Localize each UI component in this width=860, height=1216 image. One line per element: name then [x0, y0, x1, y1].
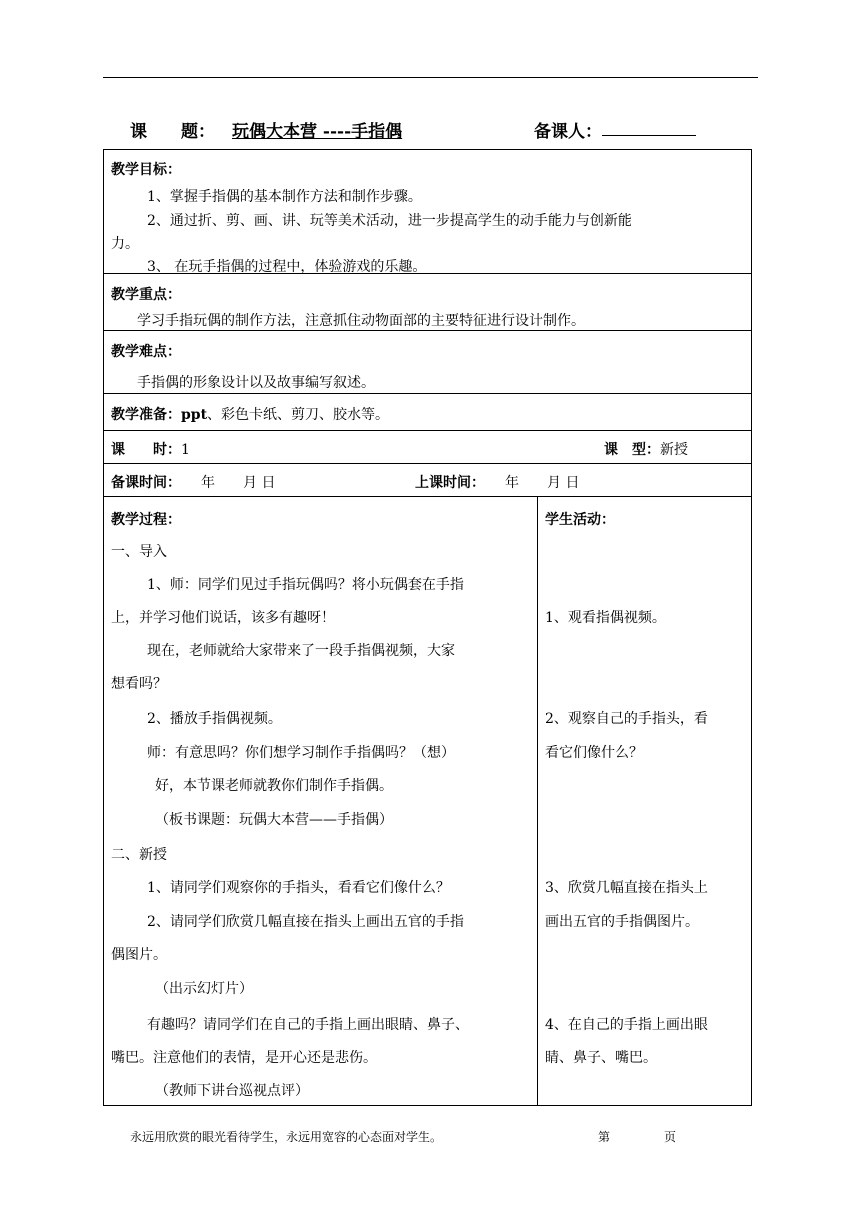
- title-row: [130, 117, 750, 143]
- preparer-label: 备课人：: [534, 117, 602, 142]
- objective-item: 力。: [111, 236, 139, 252]
- process-line: 嘴巴。注意他们的表情，是开心还是悲伤。: [111, 1050, 377, 1066]
- activity-line: 4、在自己的手指上画出眼: [545, 1017, 708, 1033]
- process-line: 1、师：同学们见过手指玩偶吗？将小玩偶套在手指: [147, 577, 464, 593]
- header-rule: [103, 77, 758, 78]
- process-line: 2、播放手指偶视频。: [147, 711, 282, 727]
- process-line: 1、请同学们观察你的手指头，看看它们像什么？: [147, 880, 450, 896]
- process-line: 偶图片。: [111, 947, 167, 963]
- process-heading: 教学过程：: [111, 512, 181, 528]
- process-line: 上，并学习他们说话，该多有趣呀！: [111, 610, 335, 626]
- objective-item: 1、掌握手指偶的基本制作方法和制作步骤。: [147, 189, 422, 205]
- process-line: （出示幻灯片）: [155, 981, 253, 997]
- preparation-label: 教学准备：: [111, 407, 181, 423]
- lesson-plan-table: [103, 149, 752, 1106]
- process-line: 想看吗？: [111, 676, 167, 692]
- process-line: 有趣吗？请同学们在自己的手指上画出眼睛、鼻子、: [147, 1017, 469, 1033]
- process-line: 好，本节课老师就教你们制作手指偶。: [155, 778, 393, 794]
- activities-heading: 学生活动：: [545, 512, 615, 528]
- topic-label: 课 题：: [130, 122, 215, 142]
- class-time-label: 上课时间：: [415, 475, 485, 491]
- activity-line: 睛、鼻子、嘴巴。: [545, 1050, 657, 1066]
- key-points-text: 学习手指玩偶的制作方法，注意抓住动物面部的主要特征进行设计制作。: [137, 313, 585, 329]
- prep-time-line: [111, 472, 275, 492]
- activity-line: 1、观看指偶视频。: [545, 610, 666, 626]
- process-line: （教师下讲台巡视点评）: [155, 1083, 309, 1099]
- prep-time-label: 备课时间：: [111, 475, 181, 491]
- hours-value: 1: [181, 442, 190, 458]
- objective-item: 2、通过折、剪、画、讲、玩等美术活动，进一步提高学生的动手能力与创新能: [147, 213, 632, 229]
- objectives-heading: 教学目标：: [111, 162, 181, 178]
- activity-line: 2、观察自己的手指头，看: [545, 711, 708, 727]
- difficulties-heading: 教学难点：: [111, 344, 181, 360]
- process-line: 二、新授: [111, 847, 167, 863]
- preparation-ppt: ppt: [181, 407, 208, 423]
- footer-page-suffix: 页: [664, 1130, 677, 1144]
- key-points-heading: 教学重点：: [111, 287, 181, 303]
- topic-value: 玩偶大本营 ----手指偶: [232, 122, 403, 142]
- process-line: （板书课题：玩偶大本营——手指偶）: [155, 812, 393, 828]
- process-line: 现在，老师就给大家带来了一段手指偶视频，大家: [147, 643, 455, 659]
- hours-cell: [104, 431, 751, 464]
- lesson-type-line: [604, 439, 688, 459]
- objectives-cell: [104, 150, 751, 274]
- difficulties-text: 手指偶的形象设计以及故事编写叙述。: [137, 375, 375, 391]
- class-time-value: 年 月 日: [505, 475, 580, 491]
- footer-motto: 永远用欣赏的眼光看待学生，永远用宽容的心态面对学生。: [130, 1130, 443, 1144]
- activity-line: 3、欣赏几幅直接在指头上: [545, 880, 708, 896]
- column-divider: [537, 497, 538, 1105]
- activity-line: 看它们像什么？: [545, 745, 643, 761]
- footer-page-prefix: 第: [598, 1130, 611, 1144]
- preparation-line: [111, 404, 389, 424]
- hours-label: 课 时：: [111, 442, 181, 458]
- lesson-type-value: 新授: [660, 442, 688, 458]
- activity-line: 画出五官的手指偶图片。: [545, 914, 699, 930]
- difficulties-cell: [104, 331, 751, 394]
- lesson-type-label: 课 型：: [604, 442, 660, 458]
- hours-line: [111, 439, 190, 459]
- preparation-rest: 、彩色卡纸、剪刀、胶水等。: [207, 407, 390, 423]
- process-line: 师：有意思吗？你们想学习制作手指偶吗？（想）: [147, 745, 455, 761]
- process-line: 2、请同学们欣赏几幅直接在指头上画出五官的手指: [147, 914, 464, 930]
- class-time-line: [415, 472, 579, 492]
- preparation-cell: [104, 394, 751, 431]
- objective-item: 3、 在玩手指偶的过程中，体验游戏的乐趣。: [147, 259, 427, 275]
- process-line: 一、导入: [111, 544, 167, 560]
- preparer-blank[interactable]: [602, 117, 696, 136]
- times-cell: [104, 464, 751, 497]
- prep-time-value: 年 月 日: [201, 475, 276, 491]
- key-points-cell: [104, 274, 751, 331]
